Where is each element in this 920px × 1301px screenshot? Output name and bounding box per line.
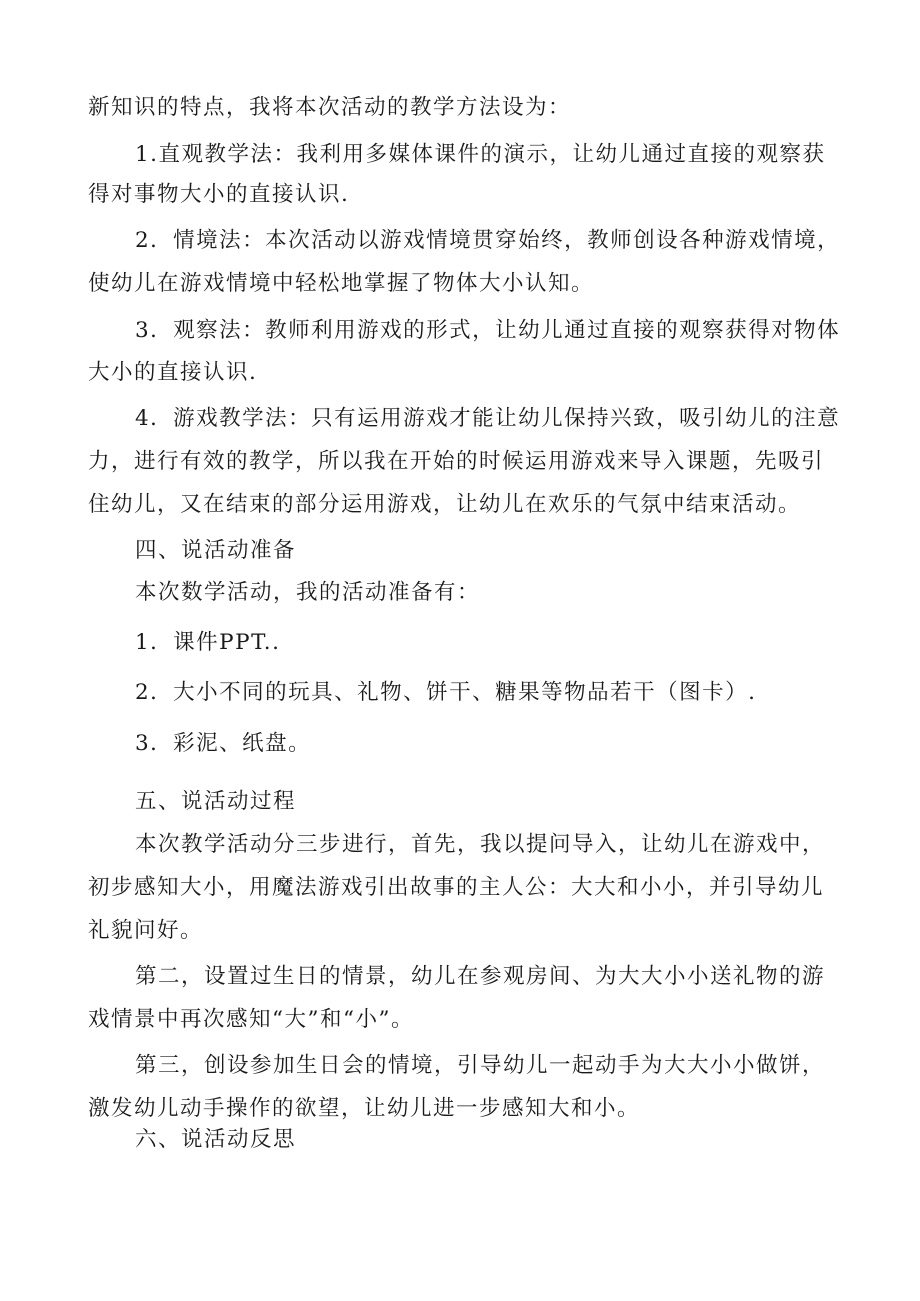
process-p2-line-2: 戏情景中再次感知“大”和“小”。 (88, 1007, 414, 1032)
method-4-line-1: 4．游戏教学法：只有运用游戏才能让幼儿保持兴致，吸引幼儿的注意 (135, 406, 841, 431)
method-1-line-2: 得对事物大小的直接认识. (88, 182, 350, 207)
method-1-line-1: 1.直观教学法：我利用多媒体课件的演示，让幼儿通过直接的观察获 (135, 142, 826, 167)
method-4-line-2: 力，进行有效的教学，所以我在开始的时候运用游戏来导入课题，先吸引 (88, 449, 825, 474)
section-5-heading: 五、说活动过程 (135, 789, 297, 814)
section-4-heading: 四、说活动准备 (135, 538, 297, 563)
section-4-intro: 本次数学活动，我的活动准备有： (135, 580, 481, 605)
process-p3-line-2: 激发幼儿动手操作的欲望，让幼儿进一步感知大和小。 (88, 1096, 641, 1121)
method-2-line-1: 2．情境法：本次活动以游戏情境贯穿始终，教师创设各种游戏情境， (135, 228, 841, 253)
method-intro-line: 新知识的特点，我将本次活动的教学方法设为： (88, 95, 572, 120)
section-6-heading: 六、说活动反思 (135, 1127, 297, 1152)
process-p1-line-1: 本次教学活动分三步进行，首先，我以提问导入，让幼儿在游戏中， (135, 832, 826, 857)
process-p2-line-1: 第二，设置过生日的情景，幼儿在参观房间、为大大小小送礼物的游 (135, 964, 826, 989)
method-3-line-1: 3．观察法：教师利用游戏的形式，让幼儿通过直接的观察获得对物体 (135, 318, 841, 343)
method-2-line-2: 使幼儿在游戏情境中轻松地掌握了物体大小认知。 (88, 271, 595, 296)
process-p1-line-3: 礼貌问好。 (88, 918, 204, 943)
process-p1-line-2: 初步感知大小，用魔法游戏引出故事的主人公：大大和小小，并引导幼儿 (88, 875, 825, 900)
process-p3-line-1: 第三，创设参加生日会的情境，引导幼儿一起动手为大大小小做饼， (135, 1053, 826, 1078)
prep-item-3: 3．彩泥、纸盘。 (135, 731, 312, 756)
method-3-line-2: 大小的直接认识. (88, 360, 258, 385)
method-4-line-3: 住幼儿，又在结束的部分运用游戏，让幼儿在欢乐的气氛中结束活动。 (88, 492, 802, 517)
prep-item-1: 1．课件PPT.. (135, 630, 281, 655)
prep-item-2: 2．大小不同的玩具、礼物、饼干、糖果等物品若干（图卡）. (135, 680, 757, 705)
